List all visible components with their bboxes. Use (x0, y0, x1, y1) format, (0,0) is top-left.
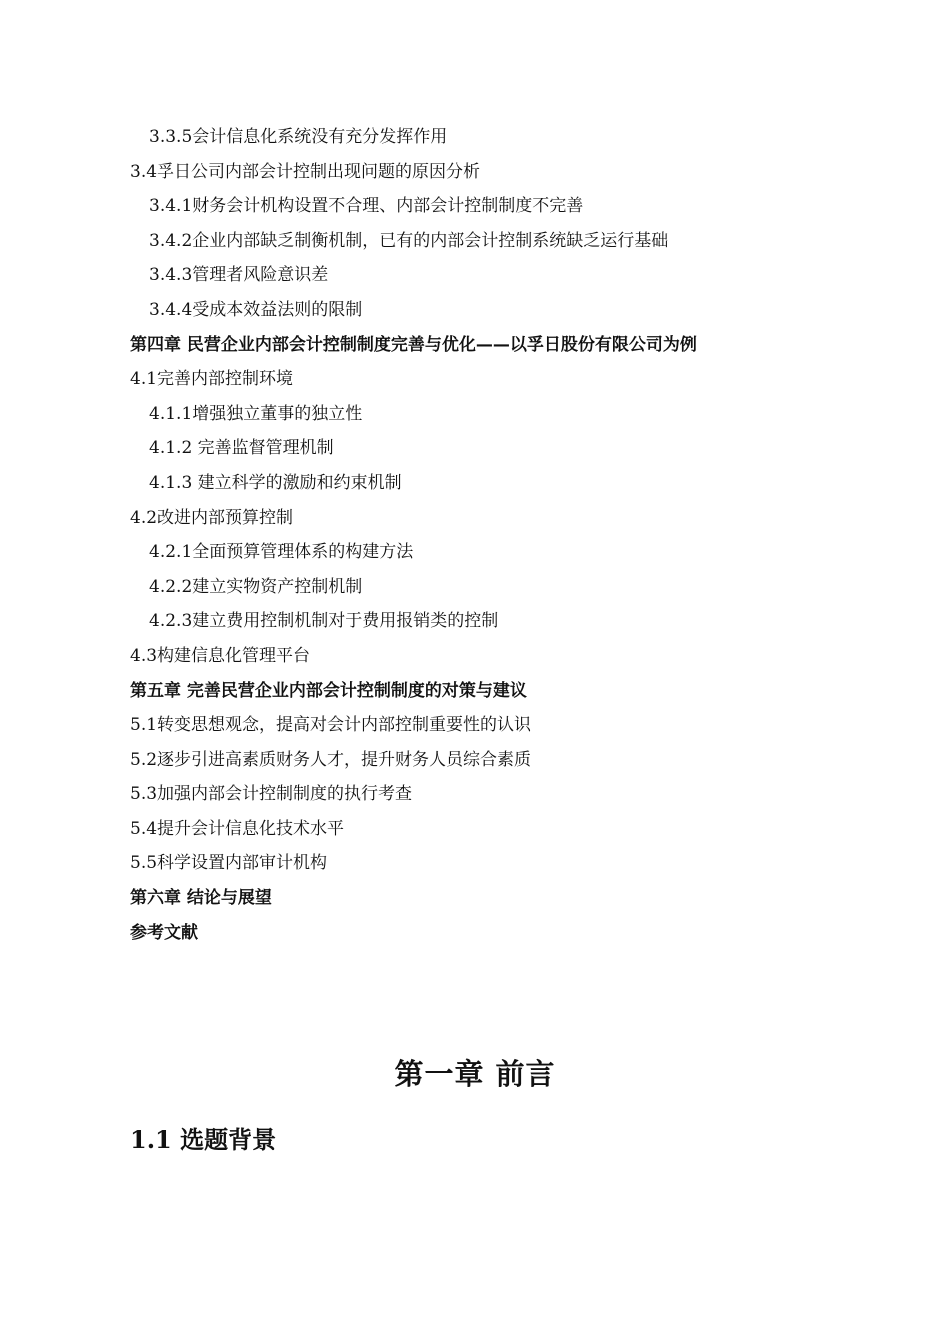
toc-entry: 4.1.2 完善监督管理机制 (149, 438, 334, 459)
toc-entry: 4.2改进内部预算控制 (130, 507, 294, 528)
toc-entry: 3.4.2企业内部缺乏制衡机制，已有的内部会计控制系统缺乏运行基础 (149, 230, 669, 251)
toc-entry: 3.4.1财务会计机构设置不合理、内部会计控制制度不完善 (149, 196, 584, 217)
toc-entry: 5.4提升会计信息化技术水平 (130, 818, 345, 839)
toc-entry: 5.3加强内部会计控制制度的执行考查 (130, 784, 413, 805)
section-heading: 1.1 选题背景 (130, 1125, 277, 1154)
toc-entry: 第四章 民营企业内部会计控制制度完善与优化——以孚日股份有限公司为例 (130, 334, 697, 355)
toc-entry: 5.1转变思想观念，提高对会计内部控制重要性的认识 (130, 715, 532, 736)
toc-entry: 4.1.3 建立科学的激励和约束机制 (149, 472, 402, 493)
toc-entry: 4.1完善内部控制环境 (130, 369, 294, 390)
toc-entry: 5.2逐步引进高素质财务人才，提升财务人员综合素质 (130, 749, 532, 770)
table-of-contents (130, 120, 850, 950)
toc-entry: 参考文献 (130, 922, 198, 943)
toc-entry: 4.2.2建立实物资产控制机制 (149, 576, 363, 597)
toc-entry: 4.2.3建立费用控制机制对于费用报销类的控制 (149, 611, 499, 632)
toc-entry: 3.4.4受成本效益法则的限制 (149, 299, 363, 320)
toc-entry: 第六章 结论与展望 (130, 888, 272, 909)
chapter-heading: 第一章 前言 (394, 1057, 556, 1091)
toc-entry: 4.2.1全面预算管理体系的构建方法 (149, 542, 414, 563)
toc-entry: 4.3构建信息化管理平台 (130, 645, 311, 666)
toc-entry: 3.4孚日公司内部会计控制出现问题的原因分析 (130, 161, 481, 182)
toc-entry: 3.4.3管理者风险意识差 (149, 265, 329, 286)
toc-entry: 4.1.1增强独立董事的独立性 (149, 403, 363, 424)
toc-entry: 第五章 完善民营企业内部会计控制制度的对策与建议 (130, 680, 527, 701)
toc-entry: 5.5科学设置内部审计机构 (130, 853, 328, 874)
toc-entry: 3.3.5会计信息化系统没有充分发挥作用 (149, 127, 448, 147)
